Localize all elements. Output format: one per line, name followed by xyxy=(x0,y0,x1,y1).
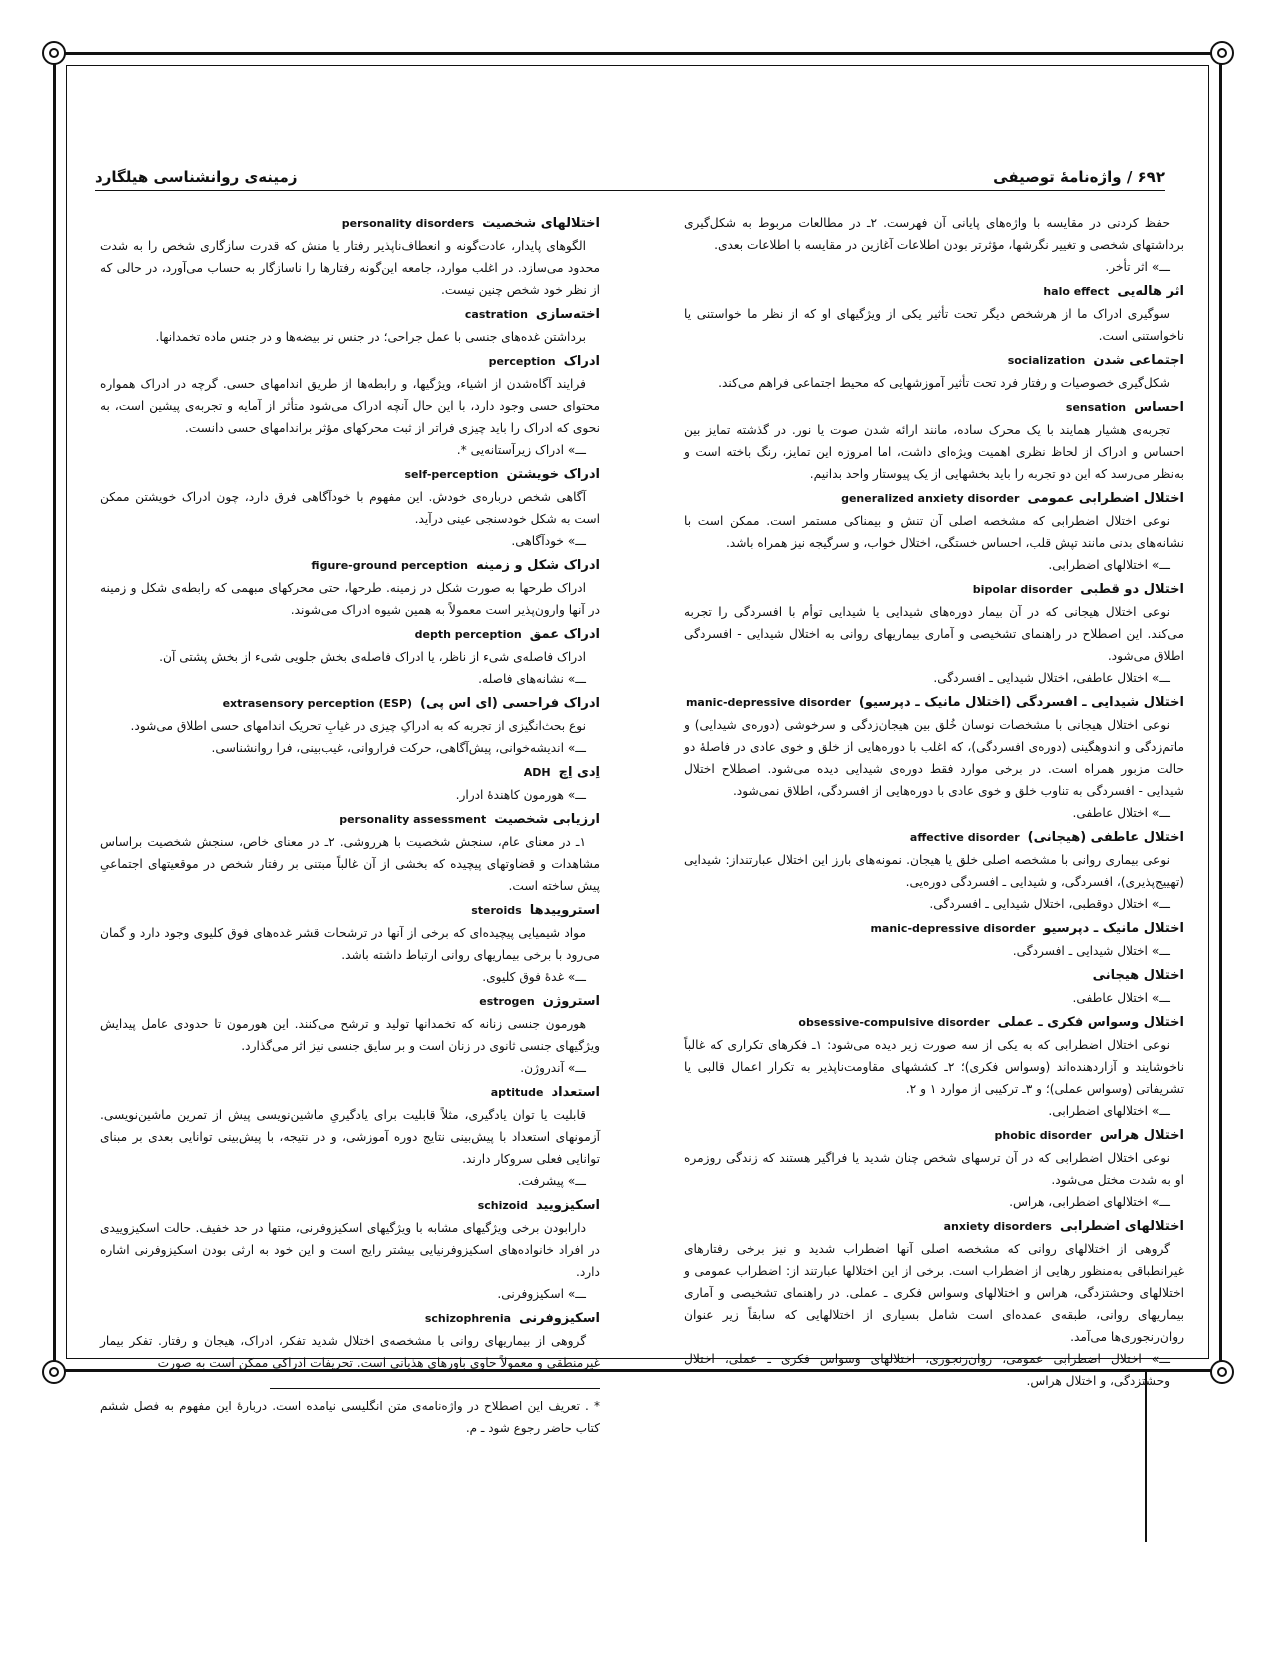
left-column xyxy=(100,212,600,1435)
entry-term: اختلال اضطرابی عمومی xyxy=(1027,491,1184,506)
entry-english-term: halo effect xyxy=(1043,285,1110,298)
glossary-entry xyxy=(684,826,1184,915)
entry-heading xyxy=(100,463,600,486)
entry-heading xyxy=(684,349,1184,372)
entry-cross-reference: ـــ» آندروژن. xyxy=(520,1061,586,1075)
entry-cross-reference: ـــ» اسکیزوفرنی. xyxy=(497,1287,586,1301)
entry-term: ادراک عمق xyxy=(529,627,600,642)
entry-english-term: schizoid xyxy=(477,1199,529,1212)
entry-english-term: personality assessment xyxy=(339,813,487,826)
entry-term: اختلال وسواس فکری ـ عملی xyxy=(997,1015,1184,1030)
corner-ornament-top-right xyxy=(1210,41,1234,65)
entry-definition: الگوهای پایدار، عادت‌گونه و انعطاف‌ناپذیر رفتار یا منش که قدرت سازگاری شخص را به شدت محدود می‌سازد. در اغلب موارد، جامعه این‌گونه رفتارها را ناسازگار به حساب می‌آورد، در حالی که از نظر خود شخص چنین نیست. xyxy=(100,239,600,297)
running-header xyxy=(95,168,1165,196)
entry-definition: برداشتن غده‌های جنسی با عمل جراحی؛ در جنس نر بیضه‌ها و در جنس ماده تخمدانها. xyxy=(155,330,586,344)
entry-heading xyxy=(684,578,1184,601)
entry-english-term: steroids xyxy=(471,904,522,917)
glossary-entry xyxy=(100,808,600,897)
entry-english-term: sensation xyxy=(1065,401,1127,414)
entry-english-term: depth perception xyxy=(414,628,522,641)
entry-definition: سوگیری ادراک ما از هرشخص دیگر تحت تأثیر یکی از ویژگیهای او که از نظر ما خواستنی یا ناخواستنی است. xyxy=(684,307,1184,343)
entry-english-term: generalized anxiety disorder xyxy=(841,492,1020,505)
glossary-entry xyxy=(684,349,1184,394)
entry-heading xyxy=(684,1215,1184,1238)
entry-heading xyxy=(684,964,1184,987)
entry-term: اجتماعی شدن xyxy=(1093,353,1184,368)
entry-definition: شکل‌گیری خصوصیات و رفتار فرد تحت تأثیر آموزشهایی که محیط اجتماعی فراهم می‌کند. xyxy=(718,376,1170,390)
entry-term: اسکیزوفرنی xyxy=(519,1311,600,1326)
entry-definition: نوعی بیماری روانی با مشخصه اصلی خلق یا هیجان. نمونه‌های بارز این اختلال عبارتنداز: شیدایی (تهییج‌پذیری)، افسردگی، و شیدایی ـ افسردگی دوره‌یی. xyxy=(684,853,1184,889)
entry-definition: آگاهی شخص درباره‌ی خودش. این مفهوم با خودآگاهی فرق دارد، چون ادراک خویشتن ممکن است به شکل خودسنجی عینی درآید. xyxy=(100,490,600,526)
entry-cross-reference: ـــ» اختلالهای اضطرابی. xyxy=(1048,1104,1170,1118)
entry-english-term: ADH xyxy=(523,766,551,779)
entry-english-term: perception xyxy=(488,355,556,368)
entry-definition: نوع بحث‌انگیزی از تجربه که به ادراکِ چیزی در غیابِ تحریک اندامهای حسی اطلاق می‌شود. xyxy=(130,719,586,733)
glossary-entry xyxy=(684,1215,1184,1392)
entry-definition: گروهی از بیماریهای روانی با مشخصه‌ی اختلال شدید تفکر، ادراک، هیجان و رفتار. تفکر بیمار غیرمنطقی و معمولاً حاوی باورهای هذیانی است. تحریفات ادراکی ممکن است به صورت xyxy=(100,1334,600,1370)
entry-heading xyxy=(100,212,600,235)
entry-heading xyxy=(100,1194,600,1217)
glossary-entry xyxy=(100,623,600,690)
entry-term: ارزیابی شخصیت xyxy=(494,812,600,827)
entry-english-term: schizophrenia xyxy=(424,1312,512,1325)
entry-cross-reference: ـــ» هورمون کاهندهٔ ادرار. xyxy=(455,788,586,802)
entry-heading xyxy=(100,1307,600,1330)
entry-cross-reference: ـــ» اختلال عاطفی. xyxy=(1072,806,1170,820)
glossary-entry xyxy=(684,691,1184,824)
entry-cross-reference: ـــ» اختلال عاطفی، اختلال شیدایی ـ افسردگی. xyxy=(933,671,1170,685)
entry-cross-reference: ـــ» اختلالهای اضطرابی. xyxy=(1048,558,1170,572)
entry-term: اختلالهای اضطرابی xyxy=(1059,1219,1184,1234)
entry-cross-reference: ـــ» اختلال شیدایی ـ افسردگی. xyxy=(1012,944,1170,958)
corner-ornament-bottom-left xyxy=(42,1360,66,1384)
footnote: * . تعریف این اصطلاح در واژه‌نامه‌ی متن انگلیسی نیامده است. دربارهٔ این مفهوم به فصل ششم کتاب حاضر رجوع شود ـ م. xyxy=(100,1399,600,1435)
entry-cross-reference: ـــ» اختلال عاطفی. xyxy=(1072,991,1170,1005)
entry-english-term: self-perception xyxy=(404,468,499,481)
header-rule xyxy=(95,190,1165,191)
entry-heading xyxy=(100,554,600,577)
entry-term: اختلالهای شخصیت xyxy=(482,216,600,231)
entry-heading xyxy=(684,396,1184,419)
scan-edge-line xyxy=(1145,1372,1147,1542)
entry-term: استروییدها xyxy=(529,903,600,918)
entry-english-term: bipolar disorder xyxy=(972,583,1073,596)
corner-ornament-bottom-right xyxy=(1210,1360,1234,1384)
right-column xyxy=(684,212,1184,1388)
entry-term: ادراک xyxy=(563,354,600,369)
entry-term: اختلال هیجانی xyxy=(1092,968,1184,983)
entry-definition: ۱ـ در معنای عام، سنجش شخصیت با هرروشی. ۲ـ در معنای خاص، سنجش شخصیت براساس مشاهدات و قضاوتهای پیچیده که بخشی از آن غالباً مبتنی بر رفتار شخص در موقعیتهای اجتماعیِ پیش ساخته است. xyxy=(100,835,600,893)
entry-cross-reference: ـــ» اندیشه‌خوانی، پیش‌آگاهی، حرکت فراروانی، غیب‌بینی، فرا روانشناسی. xyxy=(211,741,586,755)
glossary-entry xyxy=(100,463,600,552)
glossary-entry xyxy=(100,1307,600,1374)
glossary-entry xyxy=(100,1194,600,1305)
entry-term: احساس xyxy=(1134,400,1184,415)
entry-term: اختلال شیدایی ـ افسردگی (اختلال مانیک ـ دپرسیو) xyxy=(858,695,1184,710)
entry-heading xyxy=(684,1124,1184,1147)
entry-english-term: obsessive-compulsive disorder xyxy=(798,1016,990,1029)
glossary-entry xyxy=(100,1081,600,1192)
entry-term: اختلال دو قطبی xyxy=(1080,582,1184,597)
entry-heading xyxy=(100,899,600,922)
entry-term: اختلال هراس xyxy=(1099,1128,1184,1143)
entry-heading xyxy=(100,350,600,373)
entry-heading xyxy=(684,691,1184,714)
entry-definition: نوعی اختلال هیجانی با مشخصات نوسان خُلق بین هیجان‌زدگی و سرخوشی (دوره‌ی شیدایی) و ماتم‌زدگی و اندوهگینی (دوره‌ی افسردگی)، که اغلب با دوره‌هایی از خلق و خوی عادی در فاصلهٔ دو حالت مزبور همراه است. در برخی موارد فقط دوره‌ی شیدایی دیده می‌شود. اصطلاح اختلال شیدایی - افسردگی به تناوب خلق و خوی عادی با دوره‌هایی از افسردگی، اطلاق نمی‌شود. xyxy=(684,718,1184,798)
entry-term: اثر هاله‌یی xyxy=(1117,284,1184,299)
glossary-entry xyxy=(100,554,600,621)
entry-definition: ادراک طرحها به صورت شکل در زمینه. طرحها، حتی محرکهای مبهمی که رابطه‌ی شکل و زمینه در آنها وارون‌پذیر است معمولاً به همین شیوه ادراک می‌شوند. xyxy=(100,581,600,617)
glossary-entry xyxy=(684,917,1184,962)
entry-cross-reference: ـــ» اختلالهای اضطرابی، هراس. xyxy=(1009,1195,1170,1209)
entry-english-term: socialization xyxy=(1007,354,1086,367)
glossary-entry xyxy=(100,990,600,1079)
glossary-entry xyxy=(100,761,600,806)
entry-heading xyxy=(100,808,600,831)
glossary-entry xyxy=(100,899,600,988)
entry-term: اخته‌سازی xyxy=(535,307,600,322)
entry-term: ادراک شکل و زمینه xyxy=(475,558,600,573)
entry-heading xyxy=(684,917,1184,940)
entry-definition: نوعی اختلال اضطرابی که مشخصه اصلی آن تنش و بیمناکی مستمر است. ممکن است با نشانه‌های بدنی مانند تپش قلب، احساس خستگی، اختلال خواب، و سرگیجه نیز همراه باشد. xyxy=(684,514,1184,550)
entry-heading xyxy=(100,692,600,715)
entry-english-term: phobic disorder xyxy=(994,1129,1092,1142)
glossary-entry xyxy=(100,692,600,759)
glossary-entry xyxy=(684,1011,1184,1122)
entry-definition: گروهی از اختلالهای روانی که مشخصه اصلی آنها اضطراب شدید و نیز برخی رفتارهای غیرانطباقی به‌منظور رهایی از اضطراب است. برخی از این اختلالها عبارتند از: اضطراب عمومی و اختلالهای وحشتزدگی، هراس و اختلالهای وسواس فکری ـ عملی. در راهنمای تشخیصی و آماری بیماریهای روانی، طبقه‌ی عمده‌ای است شامل بسیاری از اختلالهایی که سابقاً زیر عنوان روان‌رنجوری‌ها می‌آمد. xyxy=(684,1242,1184,1344)
entry-definition: نوعی اختلال اضطرابی که به یکی از سه صورت زیر دیده می‌شود: ۱ـ فکرهای تکراری که غالباً ناخوشایند و آزاردهنده‌اند (وسواس فکری)؛ ۲ـ کششهای مقاومت‌ناپذیر به تکرار اعمال قالبی یا تشریفاتی (وسواس عملی)؛ و ۳ـ ترکیبی از موارد ۱ و ۲. xyxy=(684,1038,1184,1096)
entry-term: ادراک فراحسی (ای اس پی) xyxy=(420,696,600,711)
entry-english-term: estrogen xyxy=(479,995,535,1008)
glossary-entry xyxy=(100,303,600,348)
glossary-entry xyxy=(100,350,600,461)
entry-english-term: aptitude xyxy=(490,1086,544,1099)
glossary-entry xyxy=(684,396,1184,485)
glossary-entry xyxy=(684,487,1184,576)
page-title: ۶۹۲ / واژه‌نامهٔ توصیفی xyxy=(993,168,1165,186)
entry-heading xyxy=(684,1011,1184,1034)
footnote-rule xyxy=(270,1388,600,1389)
entry-heading xyxy=(100,990,600,1013)
entry-english-term: extrasensory perception (ESP) xyxy=(222,697,413,710)
entry-english-term: manic-depressive disorder xyxy=(870,922,1036,935)
entry-term: استروژن xyxy=(542,994,600,1009)
glossary-entry xyxy=(100,212,600,301)
entry-heading xyxy=(100,303,600,326)
entry-cross-reference: ـــ» اختلال اضطرابی عمومی، روان‌رنجوری، اختلالهای وسواس فکری ـ عملی، اختلال وحشتزدگی، و اختلال هراس. xyxy=(684,1352,1170,1388)
entry-english-term: anxiety disorders xyxy=(943,1220,1052,1233)
entry-definition: نوعی اختلال هیجانی که در آن بیمار دوره‌های شیدایی یا شیدایی توأم با افسردگی را تجربه می‌کند. این اصطلاح در راهنمای تشخیصی و آماری بیماریهای روانی به اختلال شیدایی - افسردگی اطلاق می‌شود. xyxy=(684,605,1184,663)
entry-definition: مواد شیمیایی پیچیده‌ای که برخی از آنها در ترشحات قشر غده‌های فوق کلیوی وجود دارد و گمان می‌رود با برخی بیماریهای روانی ارتباط داشته باشد. xyxy=(100,926,600,962)
entry-term: ادراک خویشتن xyxy=(506,467,600,482)
glossary-entry xyxy=(684,212,1184,278)
entry-heading xyxy=(684,826,1184,849)
entry-cross-reference: ـــ» پیشرفت. xyxy=(517,1174,586,1188)
entry-cross-reference: ـــ» نشانه‌های فاصله. xyxy=(478,672,586,686)
entry-definition: دارابودن برخی ویژگیهای مشابه با ویژگیهای اسکیزوفرنی، منتها در حد خفیف. حالت اسکیزوییدی در افراد خانواده‌های اسکیزوفرنیایی بیشتر رایج است و این خود به ارثی بودن اسکیزوفرنی اشاره دارد. xyxy=(100,1221,600,1279)
glossary-entry xyxy=(684,578,1184,689)
entry-definition: ادراک فاصله‌ی شیء از ناظر، یا ادراک فاصله‌ی بخش جلویی شیء از بخش پشتی آن. xyxy=(159,650,586,664)
entry-english-term: manic-depressive disorder xyxy=(685,696,851,709)
glossary-entry xyxy=(684,1124,1184,1213)
corner-ornament-top-left xyxy=(42,41,66,65)
entry-term: اختلال مانیک ـ دپرسیو xyxy=(1043,921,1184,936)
entry-definition: نوعی اختلال اضطرابی که در آن ترسهای شخص چنان شدید یا فراگیر هستند که زندگی روزمره او به شدت مختل می‌شود. xyxy=(684,1151,1184,1187)
entry-english-term: castration xyxy=(464,308,528,321)
entry-heading xyxy=(100,1081,600,1104)
entry-definition: تجربه‌ی هشیار همایند با یک محرک ساده، مانند ارائه شدن صوت یا نور. در گذشته تمایز بین احساس و ادراک از لحاظ نظری اهمیت ویژه‌ای داشت، اما امروزه این تمایز، رنگ باخته است و به‌نظر می‌رسد که این دو تجربه را باید بخشهایی از یک پیوستار واحد بدانیم. xyxy=(684,423,1184,481)
entry-english-term: figure-ground perception xyxy=(311,559,468,572)
entry-term: استعداد xyxy=(551,1085,600,1100)
entry-english-term: affective disorder xyxy=(909,831,1020,844)
entry-term: اختلال عاطفی (هیجانی) xyxy=(1027,830,1184,845)
entry-heading xyxy=(684,280,1184,303)
entry-definition: فرایند آگاه‌شدن از اشیاء، ویژگیها، و رابطه‌ها از طریق اندامهای حسی. گرچه در ادراک همواره محتوای حسی وجود دارد، با این حال آنچه ادراک می‌شود متأثر از آمایه و تجربه‌ی پیشین است، به نحوی که ادراک را باید چیزی فراتر از ثبت محرکهای مؤثر براندامهای حسی دانست. xyxy=(100,377,600,435)
entry-cross-reference: ـــ» غدهٔ فوق کلیوی. xyxy=(482,970,586,984)
glossary-entry xyxy=(684,964,1184,1009)
entry-heading xyxy=(100,761,600,784)
entry-definition: حفظ کردنی در مقایسه با واژه‌های پایانی آن فهرست. ۲ـ در مطالعات مربوط به شکل‌گیری برداشتهای شخصی و تغییر نگرشها، مؤثرتر بودن اطلاعات آغازین در مقایسه با اطلاعات بعدی. xyxy=(684,216,1184,252)
entry-cross-reference: ـــ» اختلال دوقطبی، اختلال شیدایی ـ افسردگی. xyxy=(929,897,1170,911)
entry-definition: هورمون جنسی زنانه که تخمدانها تولید و ترشح می‌کنند. این هورمون تا حدودی عامل پیدایش ویژگیهای جنسی ثانوی در زنان است و بر سایق جنسی نیز اثر می‌گذارد. xyxy=(100,1017,600,1053)
entry-english-term: personality disorders xyxy=(341,217,475,230)
entry-heading xyxy=(684,487,1184,510)
entry-term: اِدی اِچ xyxy=(558,765,600,780)
entry-heading xyxy=(100,623,600,646)
entry-cross-reference: ـــ» اثر تأخر. xyxy=(1105,260,1170,274)
entry-cross-reference: ـــ» ادراک زیرآستانه‌یی *. xyxy=(456,443,586,457)
entry-definition: قابلیت یا توان یادگیری، مثلاً قابلیت برای یادگیریِ ماشین‌نویسی پیش از تمرین ماشین‌نویسی. آزمونهای استعداد با پیش‌بینی نتایج دوره آموزشی، و در نتیجه، با پیش‌بینی توانایی بعدی بر مبنای توانایی فعلی سروکار دارند. xyxy=(100,1108,600,1166)
glossary-entry xyxy=(684,280,1184,347)
book-title: زمینه‌ی روانشناسی هیلگارد xyxy=(95,168,298,186)
entry-term: اسکیزویید xyxy=(536,1198,600,1213)
entry-cross-reference: ـــ» خودآگاهی. xyxy=(511,534,586,548)
